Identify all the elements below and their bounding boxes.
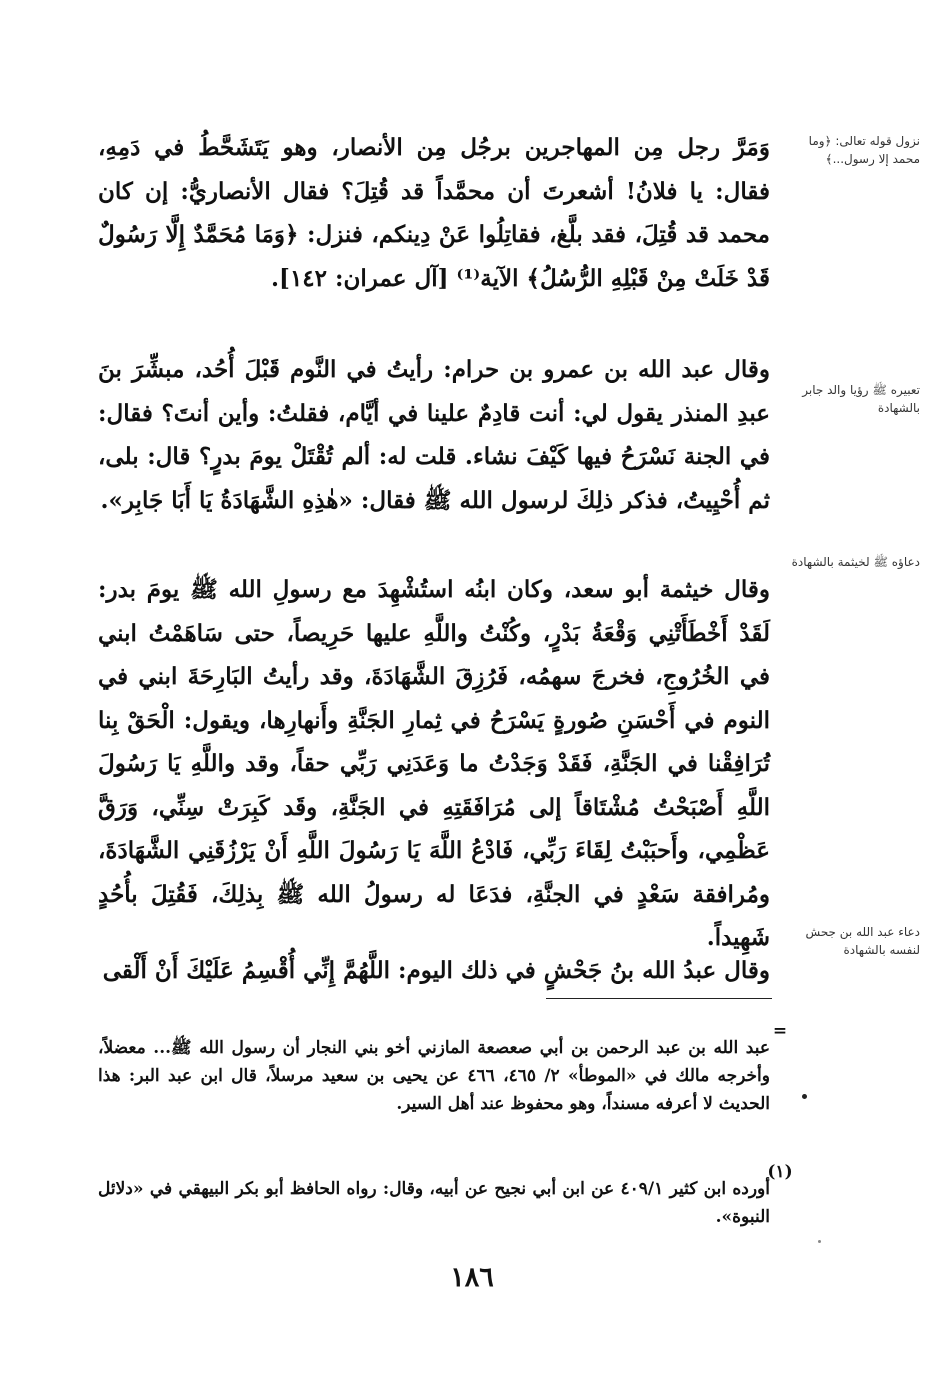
page-number: ١٨٦ — [450, 1262, 494, 1293]
footnote-1: أورده ابن كثير ٤٠٩/١ عن ابن أبي نجيح عن أبيه، وقال: رواه الحافظ أبو بكر البيهقي في «دلائل النبوة». — [98, 1179, 770, 1227]
paragraph-4: وقال عبدُ الله بنُ جَحْشٍ في ذلك اليوم: اللَّهُمَّ إِنِّي أُقْسِمُ عَلَيْكَ أَنْ أَلْقى — [102, 957, 770, 984]
paragraph-1: وَمَرَّ رجل مِن المهاجرين برجُل مِن الأنصار، وهو يَتَشَحَّطُ في دَمِهِ، فقال: يا فلانُ! أشعرتَ أن محمَّداً قد قُتِلَ؟ فقال الأنصاريُّ: إن كان محمد قد قُتِلَ، فقد بلَّغ، فقاتِلُوا عَنْ دِينكم، فنزل: ﴿وَمَا مُحَمَّدٌ إِلَّا رَسُولٌ قَدْ خَلَتْ مِنْ قَبْلِهِ الرُّسُلُ﴾ الآية⁽¹⁾ [آل عمران: ١٤٢]. — [98, 134, 770, 292]
footnote-marker-1: (١) — [767, 1162, 793, 1182]
ink-speck — [818, 1240, 821, 1243]
margin-note-2: تعبيره ﷺ رؤيا والد جابر بالشهادة — [802, 383, 920, 415]
footnote-continued: عبد الله بن عبد الرحمن بن أبي صعصعة المازني أخو بني النجار أن رسول الله ﷺ... معضلاً، وأخرجه مالك في «الموطأ» ٢/ ٤٦٥، ٤٦٦ عن يحيى بن سعيد مرسلاً، قال ابن عبد البر: هذا الحديث لا أعرفه مسنداً، وهو محفوظ عند أهل السير. — [98, 1038, 770, 1114]
footnote-divider — [546, 998, 772, 999]
footnote-marker-continued: = — [772, 1021, 788, 1041]
paragraph-3: وقال خيثمة أبو سعد، وكان ابنُه استُشْهِدَ مع رسولِ الله ﷺ يومَ بدر: لَقَدْ أَخْطَأَتْنِي وَقْعَةُ بَدْرٍ، وكُنْتُ واللَّهِ عليها حَرِيصاً، حتى سَاهَمْتُ ابني في الخُرُوجِ، فخرجَ سهمُه، فَرُزِقَ الشَّهَادَةَ، وقد رأيتُ البَارِحَةَ ابني في النوم في أَحْسَنِ صُورةٍ يَسْرَحُ في ثِمارِ الجَنَّةِ وأَنهارِها، ويقول: الْحَقْ بِنا تُرَافِقْنا في الجَنَّةِ، فَقَدْ وَجَدْتُ ما وَعَدَنِي رَبِّي حقاً، وقد واللَّهِ يَا رَسُولَ اللَّهِ أَصْبَحْتُ مُشْتَاقاً إلى مُرَافَقَتِهِ في الجَنَّةِ، وقَد كَبِرَتْ سِنِّي، وَرَقَّ عَظْمِي، وأَحبَبْتُ لِقَاءَ رَبِّي، فَادْعُ اللَّهَ يَا رَسُولَ اللَّهِ أَنْ يَرْزُقَنِي الشَّهَادَةَ، ومُرافقة سَعْدٍ في الجنَّةِ، فدَعَا له رسولُ الله ﷺ بِذلِكَ، فَقُتِلَ بأُحُدٍ شَهِيداً. — [98, 576, 770, 951]
margin-note-3: دعاؤه ﷺ لخيثمة بالشهادة — [791, 555, 920, 569]
margin-note-1: نزول قوله تعالى: ﴿وما محمد إلا رسول...﴾ — [808, 134, 920, 166]
paragraph-2: وقال عبد الله بن عمرو بن حرام: رأيتُ في النَّوم قَبْلَ أُحُد، مبشِّرَ بنَ عبدِ المنذر يقول لي: أنت قادِمٌ علينا في أيَّام، فقلتُ: وأين أنتَ؟ فقال: في الجنة نَسْرَحُ فيها كَيْفَ نشاء. قلت له: ألم تُقْتَلْ يومَ بدرٍ؟ قال: بلى، ثم أُحْيِيتُ، فذكر ذلِكَ لرسول الله ﷺ فقال: «هٰذِهِ الشَّهَادَةُ يَا أَبَا جَابِر». — [98, 356, 770, 514]
margin-note-4: دعاء عبد الله بن جحش لنفسه بالشهادة — [805, 925, 920, 957]
ink-speck — [802, 1094, 807, 1099]
